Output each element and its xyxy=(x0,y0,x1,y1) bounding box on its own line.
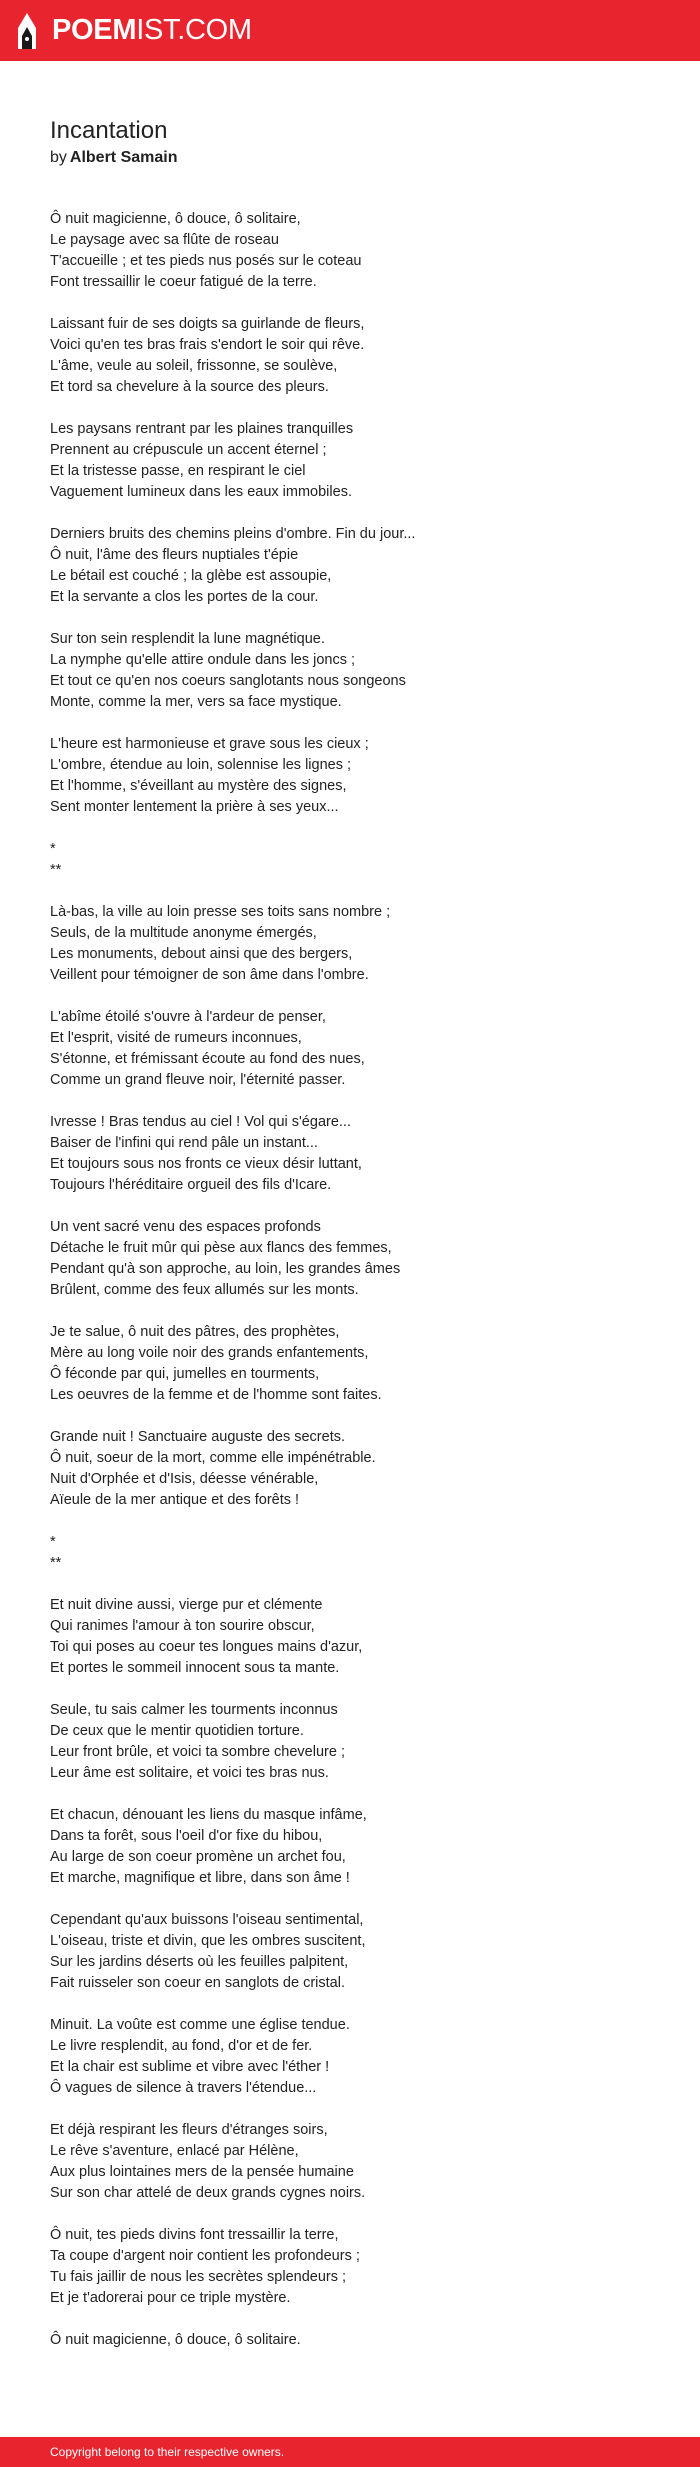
poem-stanza xyxy=(50,839,670,881)
poem-line: Voici qu'en tes bras frais s'endort le soir qui rêve. xyxy=(50,337,365,353)
poem-line: Sur ton sein resplendit la lune magnétique. xyxy=(50,631,325,647)
poem-stanza xyxy=(50,2015,670,2099)
poem-line: Leur âme est solitaire, et voici tes bras nus. xyxy=(50,1765,329,1781)
poem-stanza xyxy=(50,1112,670,1196)
poem-stanza xyxy=(50,1532,670,1574)
poem-line: Minuit. La voûte est comme une église tendue. xyxy=(50,2017,350,2033)
poem-line: Les monuments, debout ainsi que des bergers, xyxy=(50,946,353,962)
poem-line: Baiser de l'infini qui rend pâle un instant... xyxy=(50,1135,318,1151)
poem-line: Au large de son coeur promène un archet fou, xyxy=(50,1849,346,1865)
poem-line: Ô nuit, l'âme des fleurs nuptiales t'épie xyxy=(50,547,299,563)
poem-line: Toujours l'héréditaire orgueil des fils d'Icare. xyxy=(50,1177,332,1193)
poem-line: Détache le fruit mûr qui pèse aux flancs des femmes, xyxy=(50,1240,392,1256)
poem-stanza xyxy=(50,2120,670,2204)
poem-line: La nymphe qu'elle attire ondule dans les joncs ; xyxy=(50,652,356,668)
poem-line: Leur front brûle, et voici ta sombre chevelure ; xyxy=(50,1744,345,1760)
poem-stanza xyxy=(50,1595,670,1679)
logo-text xyxy=(52,16,252,45)
poem-line: Et nuit divine aussi, vierge pur et clémente xyxy=(50,1597,323,1613)
poem-stanza xyxy=(50,629,670,713)
poem-line: Un vent sacré venu des espaces profonds xyxy=(50,1219,321,1235)
poem-line: Et la servante a clos les portes de la cour. xyxy=(50,589,319,605)
poem-line: Seuls, de la multitude anonyme émergés, xyxy=(50,925,317,941)
poem-line: Là-bas, la ville au loin presse ses toits sans nombre ; xyxy=(50,904,391,920)
poem-stanza xyxy=(50,1217,670,1301)
poem-line: Aïeule de la mer antique et des forêts ! xyxy=(50,1492,300,1508)
poem-stanza xyxy=(50,1910,670,1994)
poem-line: De ceux que le mentir quotidien torture. xyxy=(50,1723,304,1739)
poem-line: Derniers bruits des chemins pleins d'ombre. Fin du jour... xyxy=(50,526,416,542)
poem-line: Sur les jardins déserts où les feuilles palpitent, xyxy=(50,1954,349,1970)
poem-line: Et tord sa chevelure à la source des pleurs. xyxy=(50,379,329,395)
poem-line: Sent monter lentement la prière à ses yeux... xyxy=(50,799,339,815)
poem-stanza xyxy=(50,734,670,818)
poem-line: Comme un grand fleuve noir, l'éternité passer. xyxy=(50,1072,346,1088)
poem-line: Et la chair est sublime et vibre avec l'éther ! xyxy=(50,2059,330,2075)
poem-stanza xyxy=(50,524,670,608)
poem-line: ** xyxy=(50,862,62,878)
poem-line: * xyxy=(50,1534,56,1550)
poem-line: Le rêve s'aventure, enlacé par Hélène, xyxy=(50,2143,299,2159)
poem-line: Ô nuit magicienne, ô douce, ô solitaire. xyxy=(50,2332,301,2348)
poem-stanza xyxy=(50,209,670,293)
poem-stanza xyxy=(50,1700,670,1784)
poem-line: Aux plus lointaines mers de la pensée humaine xyxy=(50,2164,354,2180)
poem-line: Ô nuit, soeur de la mort, comme elle impénétrable. xyxy=(50,1450,376,1466)
poem-line: Les oeuvres de la femme et de l'homme sont faites. xyxy=(50,1387,382,1403)
poem-stanza xyxy=(50,1805,670,1889)
poem-byline xyxy=(50,147,670,169)
pen-nib-icon xyxy=(15,11,39,51)
poem-line: L'oiseau, triste et divin, que les ombres suscitent, xyxy=(50,1933,366,1949)
poem-stanza xyxy=(50,314,670,398)
poem-stanza xyxy=(50,1007,670,1091)
poem-line: Et je t'adorerai pour ce triple mystère. xyxy=(50,2290,291,2306)
poem-line: Toi qui poses au coeur tes longues mains d'azur, xyxy=(50,1639,363,1655)
poem-line: Pendant qu'à son approche, au loin, les grandes âmes xyxy=(50,1261,401,1277)
poem-author[interactable]: Albert Samain xyxy=(69,149,178,166)
poem-line: Et la tristesse passe, en respirant le ciel xyxy=(50,463,306,479)
poem-line: Nuit d'Orphée et d'Isis, déesse vénérable, xyxy=(50,1471,319,1487)
poem-line: Mère au long voile noir des grands enfantements, xyxy=(50,1345,369,1361)
poem-line: L'heure est harmonieuse et grave sous les cieux ; xyxy=(50,736,369,752)
poem-line: Ivresse ! Bras tendus au ciel ! Vol qui s'égare... xyxy=(50,1114,351,1130)
poem-line: Ô féconde par qui, jumelles en tourments, xyxy=(50,1366,320,1382)
poem-line: Sur son char attelé de deux grands cygnes noirs. xyxy=(50,2185,366,2201)
poem-line: Grande nuit ! Sanctuaire auguste des secrets. xyxy=(50,1429,346,1445)
poem-line: Et l'esprit, visité de rumeurs inconnues, xyxy=(50,1030,302,1046)
logo-light: IST.COM xyxy=(136,14,252,46)
poem-line: Monte, comme la mer, vers sa face mystique. xyxy=(50,694,342,710)
site-footer xyxy=(0,2437,700,2467)
poem-line: Et tout ce qu'en nos coeurs sanglotants nous songeons xyxy=(50,673,406,689)
poem-line: S'étonne, et frémissant écoute au fond des nues, xyxy=(50,1051,365,1067)
poem-line: Qui ranimes l'amour à ton sourire obscur, xyxy=(50,1618,315,1634)
poem-line: Prennent au crépuscule un accent éternel ; xyxy=(50,442,327,458)
poem-line: Et toujours sous nos fronts ce vieux désir luttant, xyxy=(50,1156,362,1172)
poem-line: Ô vagues de silence à travers l'étendue... xyxy=(50,2080,317,2096)
poem-line: Tu fais jaillir de nous les secrètes splendeurs ; xyxy=(50,2269,347,2285)
poem-stanza xyxy=(50,1427,670,1511)
poem-line: Ô nuit magicienne, ô douce, ô solitaire, xyxy=(50,211,301,227)
poem-line: L'ombre, étendue au loin, solennise les lignes ; xyxy=(50,757,352,773)
poem-line: Le livre resplendit, au fond, d'or et de fer. xyxy=(50,2038,313,2054)
logo-strong: POEM xyxy=(52,14,137,46)
poem-stanza xyxy=(50,2225,670,2309)
poem-line: Vaguement lumineux dans les eaux immobiles. xyxy=(50,484,352,500)
poem-line: T'accueille ; et tes pieds nus posés sur le coteau xyxy=(50,253,362,269)
poem-line: Cependant qu'aux buissons l'oiseau sentimental, xyxy=(50,1912,364,1928)
poem-line: Font tressaillir le coeur fatigué de la terre. xyxy=(50,274,317,290)
poem-line: Fait ruisseler son coeur en sanglots de cristal. xyxy=(50,1975,345,1991)
poem-line: Laissant fuir de ses doigts sa guirlande de fleurs, xyxy=(50,316,365,332)
poem-content xyxy=(50,115,670,2372)
poem-line: Et chacun, dénouant les liens du masque infâme, xyxy=(50,1807,367,1823)
poem-line: Et déjà respirant les fleurs d'étranges soirs, xyxy=(50,2122,328,2138)
by-label: by xyxy=(50,149,67,166)
poem-line: Et marche, magnifique et libre, dans son âme ! xyxy=(50,1870,350,1886)
poem-stanza xyxy=(50,2330,670,2351)
poem-body xyxy=(50,209,670,2351)
poem-line: Et portes le sommeil innocent sous ta mante. xyxy=(50,1660,340,1676)
poem-line: L'âme, veule au soleil, frissonne, se soulève, xyxy=(50,358,338,374)
poem-line: L'abîme étoilé s'ouvre à l'ardeur de penser, xyxy=(50,1009,326,1025)
poem-line: Je te salue, ô nuit des pâtres, des prophètes, xyxy=(50,1324,340,1340)
poem-line: Seule, tu sais calmer les tourments inconnus xyxy=(50,1702,338,1718)
poem-line: Ta coupe d'argent noir contient les profondeurs ; xyxy=(50,2248,360,2264)
poem-line: Brûlent, comme des feux allumés sur les monts. xyxy=(50,1282,359,1298)
poem-stanza xyxy=(50,902,670,986)
poem-stanza xyxy=(50,419,670,503)
poem-line: Le bétail est couché ; la glèbe est assoupie, xyxy=(50,568,332,584)
poem-title: Incantation xyxy=(50,117,168,144)
poem-line: Les paysans rentrant par les plaines tranquilles xyxy=(50,421,354,437)
poem-line: Ô nuit, tes pieds divins font tressaillir la terre, xyxy=(50,2227,339,2243)
poem-line: Et l'homme, s'éveillant au mystère des signes, xyxy=(50,778,347,794)
poem-line: Veillent pour témoigner de son âme dans l'ombre. xyxy=(50,967,369,983)
poem-line: Le paysage avec sa flûte de roseau xyxy=(50,232,279,248)
poem-line: * xyxy=(50,841,56,857)
site-logo[interactable] xyxy=(15,11,252,51)
poem-line: ** xyxy=(50,1555,62,1571)
poem-line: Dans ta forêt, sous l'oeil d'or fixe du hibou, xyxy=(50,1828,323,1844)
copyright-text: Copyright belong to their respective owners. xyxy=(50,2445,285,2459)
poem-stanza xyxy=(50,1322,670,1406)
site-header xyxy=(0,0,700,61)
